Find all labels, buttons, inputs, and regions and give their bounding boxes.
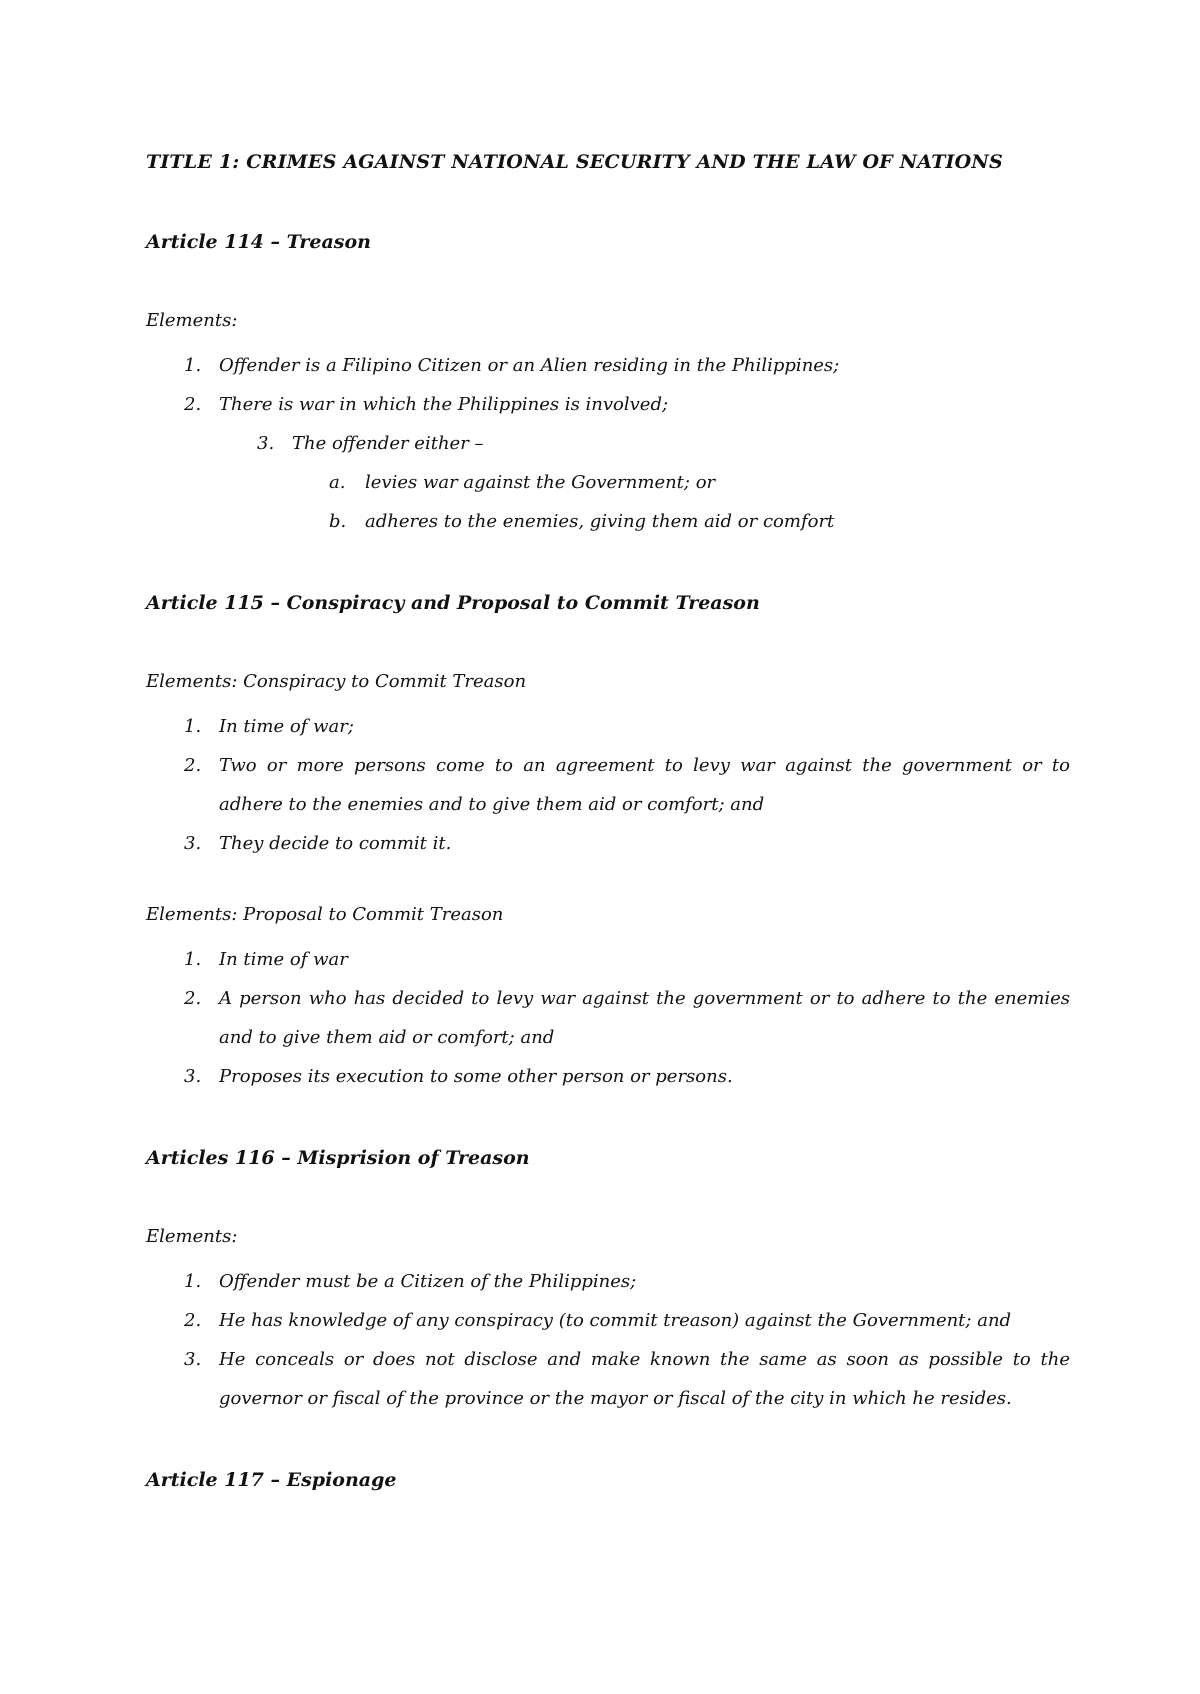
list-text: There is war in which the Philippines is involved; [219, 394, 669, 415]
sub-list [219, 463, 1070, 541]
list-item [146, 424, 1070, 541]
elements-label: Elements: Proposal to Commit Treason [146, 904, 504, 925]
article-114-heading: Article 114 – Treason [146, 231, 371, 253]
article-116-elements [146, 1223, 1070, 1418]
list-text: They decide to commit it. [219, 833, 452, 854]
sub-list-letter: b. [329, 511, 347, 532]
list-text: In time of war [219, 949, 348, 970]
elements-list [146, 1262, 1070, 1418]
list-number: 2. [184, 988, 202, 1009]
list-number: 3. [184, 1349, 202, 1370]
list-item [146, 346, 1070, 385]
list-text: In time of war; [219, 716, 354, 737]
list-number: 1. [184, 716, 202, 737]
article-114-elements [146, 307, 1070, 541]
list-item [146, 1262, 1070, 1301]
list-text: He conceals or does not disclose and make known the same as soon as possible to the governor or fiscal of the province or the mayor or fiscal of the city in which he resides. [219, 1349, 1070, 1409]
elements-list [146, 940, 1070, 1096]
elements-label: Elements: Conspiracy to Commit Treason [146, 671, 527, 692]
list-item [146, 707, 1070, 746]
list-number: 2. [184, 394, 202, 415]
list-item [146, 979, 1070, 1057]
list-text: Offender is a Filipino Citizen or an Alien residing in the Philippines; [219, 355, 840, 376]
elements-label: Elements: [146, 1226, 238, 1247]
elements-list [146, 346, 1070, 541]
list-number: 3. [257, 433, 275, 454]
list-item [146, 1057, 1070, 1096]
article-115-heading: Article 115 – Conspiracy and Proposal to Commit Treason [146, 592, 760, 614]
list-item [146, 746, 1070, 824]
article-116-heading: Articles 116 – Misprision of Treason [146, 1147, 530, 1169]
list-number: 3. [184, 833, 202, 854]
article-115-conspiracy-elements [146, 668, 1070, 863]
list-number: 2. [184, 755, 202, 776]
sub-list-item [219, 502, 1070, 541]
list-item [146, 1340, 1070, 1418]
list-text: The offender either – [292, 433, 484, 454]
list-item [146, 1301, 1070, 1340]
list-text: Two or more persons come to an agreement to levy war against the government or to adhere to the enemies and to give them aid or comfort; and [219, 755, 1070, 815]
sub-list-text: levies war against the Government; or [365, 472, 716, 493]
list-number: 1. [184, 355, 202, 376]
list-item [146, 824, 1070, 863]
list-number: 3. [184, 1066, 202, 1087]
article-117-heading: Article 117 – Espionage [146, 1469, 397, 1491]
list-item [146, 385, 1070, 424]
list-text: A person who has decided to levy war against the government or to adhere to the enemies and to give them aid or comfort; and [219, 988, 1070, 1048]
list-line [219, 424, 1070, 463]
sub-list-text: adheres to the enemies, giving them aid or comfort [365, 511, 835, 532]
list-number: 1. [184, 1271, 202, 1292]
sub-list-letter: a. [329, 472, 346, 493]
list-item [146, 940, 1070, 979]
list-number: 1. [184, 949, 202, 970]
list-number: 2. [184, 1310, 202, 1331]
elements-label: Elements: [146, 310, 238, 331]
list-text: He has knowledge of any conspiracy (to commit treason) against the Government; and [219, 1310, 1012, 1331]
article-115-proposal-elements [146, 901, 1070, 1096]
list-text: Offender must be a Citizen of the Philippines; [219, 1271, 637, 1292]
list-text: Proposes its execution to some other person or persons. [219, 1066, 733, 1087]
document-title: TITLE 1: CRIMES AGAINST NATIONAL SECURITY AND THE LAW OF NATIONS [146, 151, 1003, 173]
sub-list-item [219, 463, 1070, 502]
elements-list [146, 707, 1070, 863]
